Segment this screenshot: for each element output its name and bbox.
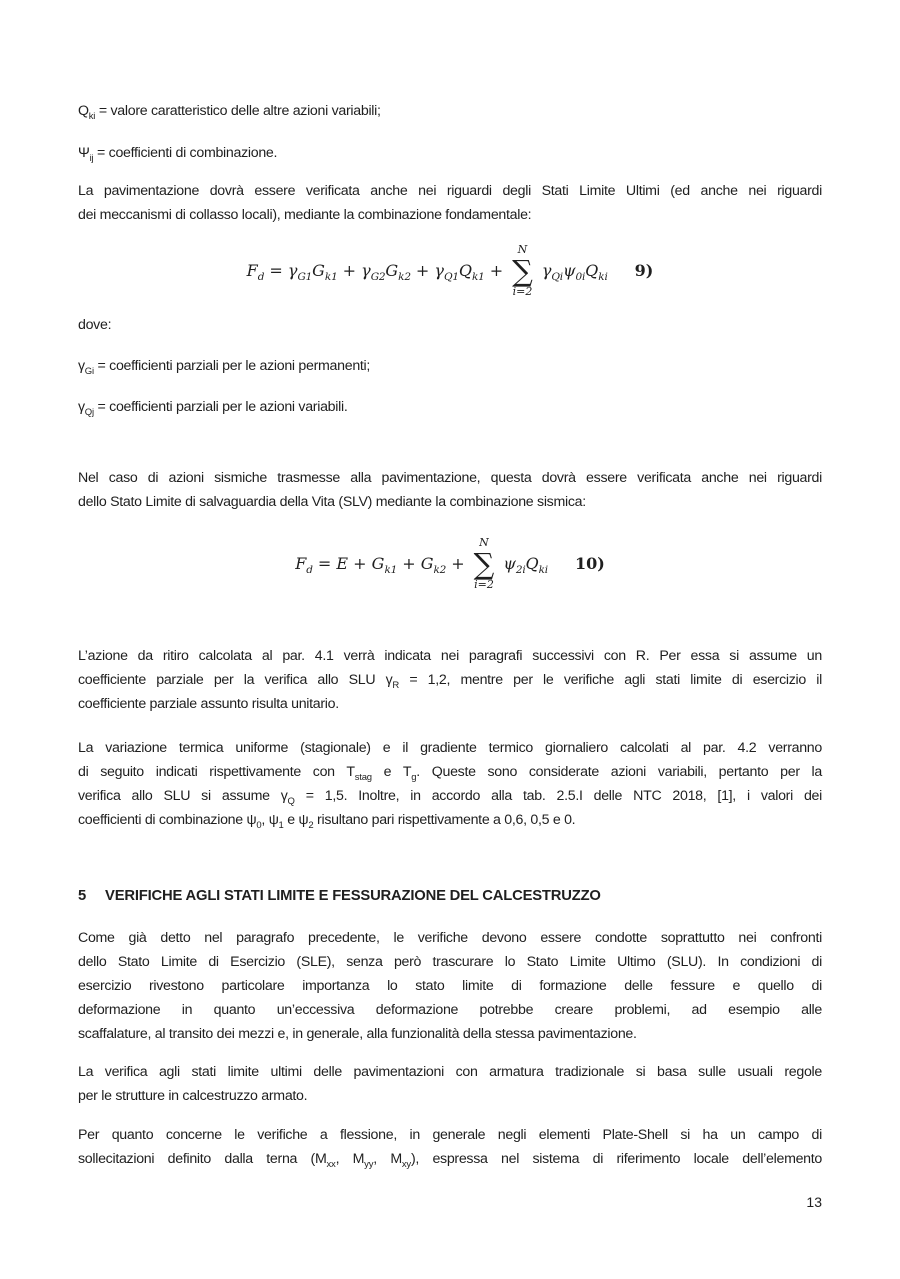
sigma-icon: ∑ — [473, 546, 495, 581]
definition-psi-ij: $\Psi_{ij}$ = coefficienti di combinazione. — [78, 145, 278, 164]
sum-lower-limit: i=2 — [512, 284, 533, 298]
sum-lower-limit: i=2 — [474, 577, 494, 591]
equation-10 — [78, 532, 822, 596]
equation-10-number: 10) — [574, 554, 605, 573]
sum-upper-limit: N — [517, 242, 528, 256]
section-heading — [78, 884, 822, 908]
definition-gamma-qj: $\gamma_{Qj}$ = coefficienti parziali per le azioni variabili. — [78, 399, 348, 418]
equation-10-rhs: $\psi_{2i}Q_{ki}$ — [503, 554, 548, 577]
paragraph-termica: La variazione termica uniforme (stagionale) e il gradiente termico giornaliero calcolati al par. 4.2 verranno di seguito indicati rispettivamente con $T_{stag}$ e $T_g$. Queste sono considerate azioni variabili, pertanto per la verifica allo SLU si assume $\gamma_Q = 1,5$. Inoltre, in accordo alla tab. 2.5.I delle NTC 2018, [1], i valori dei coefficienti di combinazione $\psi_0$, $\psi_1$ e $\psi_2$ risultano pari rispettivamente a 0,6, 0,5 e 0. — [78, 740, 822, 831]
paragraph-flessione: Per quanto concerne le verifiche a flessione, in generale negli elementi Plate-Shell si ha un campo di sollecitazioni definito dalla terna ($M_{xx}$, $M_{yy}$, $M_{xy}$), espressa nel sistema di riferimento locale dell’elemento — [78, 1127, 822, 1170]
sigma-icon: ∑ — [512, 253, 533, 288]
paragraph-ritiro: L’azione da ritiro calcolata al par. 4.1 verrà indicata nei paragrafi successivi con R. Per essa si assume un coefficiente parziale per la verifica allo SLU $\gamma_R = 1,2$, mentre per le verifiche agli stati limite di esercizio il coefficiente parziale assunto risulta unitario. — [78, 648, 822, 712]
heading-title: VERIFICHE AGLI STATI LIMITE E FESSURAZIONE DEL CALCESTRUZZO — [105, 888, 601, 904]
definition-gamma-gi: $\gamma_{Gi}$ = coefficienti parziali per le azioni permanenti; — [78, 358, 371, 377]
equation-9-lhs: $F_d = \gamma_{G1}G_{k1} + \gamma_{G2}G_{k2} + \gamma_{Q1}Q_{k1}$ + — [246, 261, 504, 284]
label-dove: dove: — [78, 317, 112, 333]
definition-qki: $Q_{ki}$ = valore caratteristico delle altre azioni variabili; — [78, 103, 381, 122]
sum-upper-limit: N — [479, 535, 489, 549]
paragraph-pavimentazione: La pavimentazione dovrà essere verificata anche nei riguardi degli Stati Limite Ultimi (ed anche nei riguardi dei meccanismi di collasso locali), mediante la combinazione fondamentale: — [78, 183, 822, 223]
summation-9 — [512, 244, 533, 298]
equation-9-rhs: $\gamma_{Qi}\psi_{0i}Q_{ki}$ — [541, 261, 608, 284]
equation-10-lhs: $F_d = E + G_{k1} + G_{k2}$ + — [295, 554, 465, 577]
equation-9-number: 9) — [634, 261, 654, 280]
equation-9 — [78, 239, 822, 303]
page-number: 13 — [806, 1194, 822, 1210]
heading-number: 5 — [78, 888, 87, 904]
paragraph-sismica: Nel caso di azioni sismiche trasmesse alla pavimentazione, questa dovrà essere verificata anche nei riguardi dello Stato Limite di salvaguardia della Vita (SLV) mediante la combinazione sismica: — [78, 470, 822, 510]
summation-10 — [474, 537, 495, 591]
paragraph-come: Come già detto nel paragrafo precedente, le verifiche devono essere condotte soprattutto nei confronti dello Stato Limite di Esercizio (SLE), senza però trascurare lo Stato Limite Ultimo (SLU). In condizioni di esercizio rivestono particolare importanza lo stato limite di formazione delle fessure e quello di deformazione in quanto un’eccessiva deformazione potrebbe creare problemi, ad esempio alle scaffalature, al transito dei mezzi e, in generale, alla funzionalità della stessa pavimentazione. — [78, 930, 822, 1042]
paragraph-verifica-ultimi: La verifica agli stati limite ultimi delle pavimentazioni con armatura tradizionale si basa sulle usuali regole per le strutture in calcestruzzo armato. — [78, 1064, 822, 1104]
